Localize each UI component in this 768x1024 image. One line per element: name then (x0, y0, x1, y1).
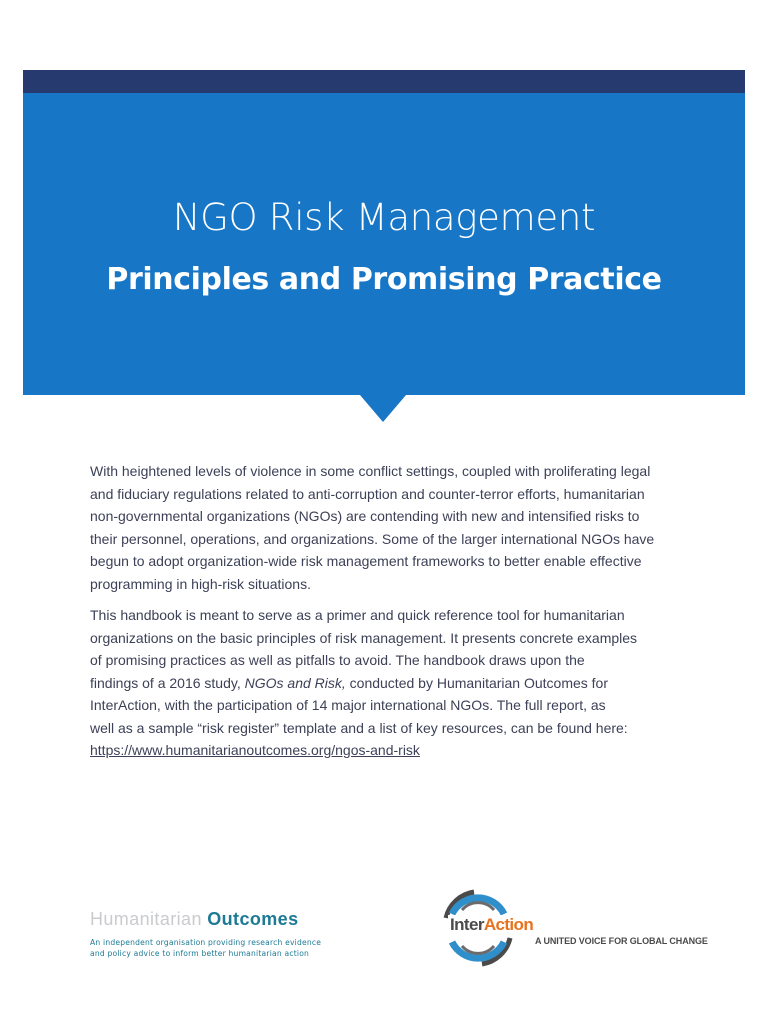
document-title: NGO Risk Management (172, 196, 596, 239)
ho-tagline-line: and policy advice to inform better humanitarian action (90, 949, 310, 958)
title-panel-pointer (360, 395, 406, 422)
interaction-wordmark (448, 915, 535, 935)
report-link[interactable]: https://www.humanitarianoutcomes.org/ngos-and-risk (90, 742, 420, 758)
ho-wordmark (90, 908, 321, 930)
text-line: begun to adopt organization-wide risk management frameworks to better enable effective (90, 553, 642, 569)
text-line (90, 672, 690, 695)
text-line: organizations on the basic principles of risk management. It presents concrete examples (90, 629, 638, 646)
cover-title-panel (23, 93, 745, 395)
interaction-tagline: A UNITED VOICE FOR GLOBAL CHANGE (535, 936, 708, 946)
interaction-logo (438, 888, 708, 968)
text-line: their personnel, operations, and organizations. Some of the larger international NGOs have (90, 530, 655, 547)
wordmark-action: Action (483, 915, 534, 934)
text-line: programming in high-risk situations. (90, 575, 311, 592)
text-line: and fiduciary regulations related to anti-corruption and counter-terror efforts, humanitarian (90, 485, 645, 502)
cover-top-band (23, 70, 745, 93)
intro-text (90, 460, 690, 771)
ho-wordmark-bold: Outcomes (207, 909, 299, 929)
text-line (90, 739, 690, 762)
ho-wordmark-light: Humanitarian (90, 909, 202, 929)
humanitarian-outcomes-logo (90, 908, 321, 959)
text-line: well as a sample “risk register” template and a list of key resources, can be found here: (90, 719, 628, 736)
text-line: non-governmental organizations (NGOs) are contending with new and intensified risks to (90, 508, 640, 524)
study-title: NGOs and Risk, (244, 674, 346, 691)
text-fragment: conducted by Humanitarian Outcomes for (345, 674, 609, 691)
text-line: This handbook is meant to serve as a primer and quick reference tool for humanitarian (90, 607, 625, 623)
text-line: With heightened levels of violence in some conflict settings, coupled with proliferating legal (90, 463, 651, 479)
text-line: InterAction, with the participation of 14 major international NGOs. The full report, as (90, 697, 606, 713)
text-fragment: findings of a 2016 study, (90, 674, 245, 691)
document-subtitle: Principles and Promising Practice (106, 262, 662, 297)
text-line: of promising practices as well as pitfalls to avoid. The handbook draws upon the (90, 652, 585, 668)
intro-paragraph-2 (90, 604, 690, 762)
ho-tagline (90, 937, 321, 959)
ho-tagline-line: An independent organisation providing research evidence (90, 938, 322, 947)
wordmark-inter: Inter (450, 915, 484, 934)
intro-paragraph-1 (90, 460, 690, 595)
